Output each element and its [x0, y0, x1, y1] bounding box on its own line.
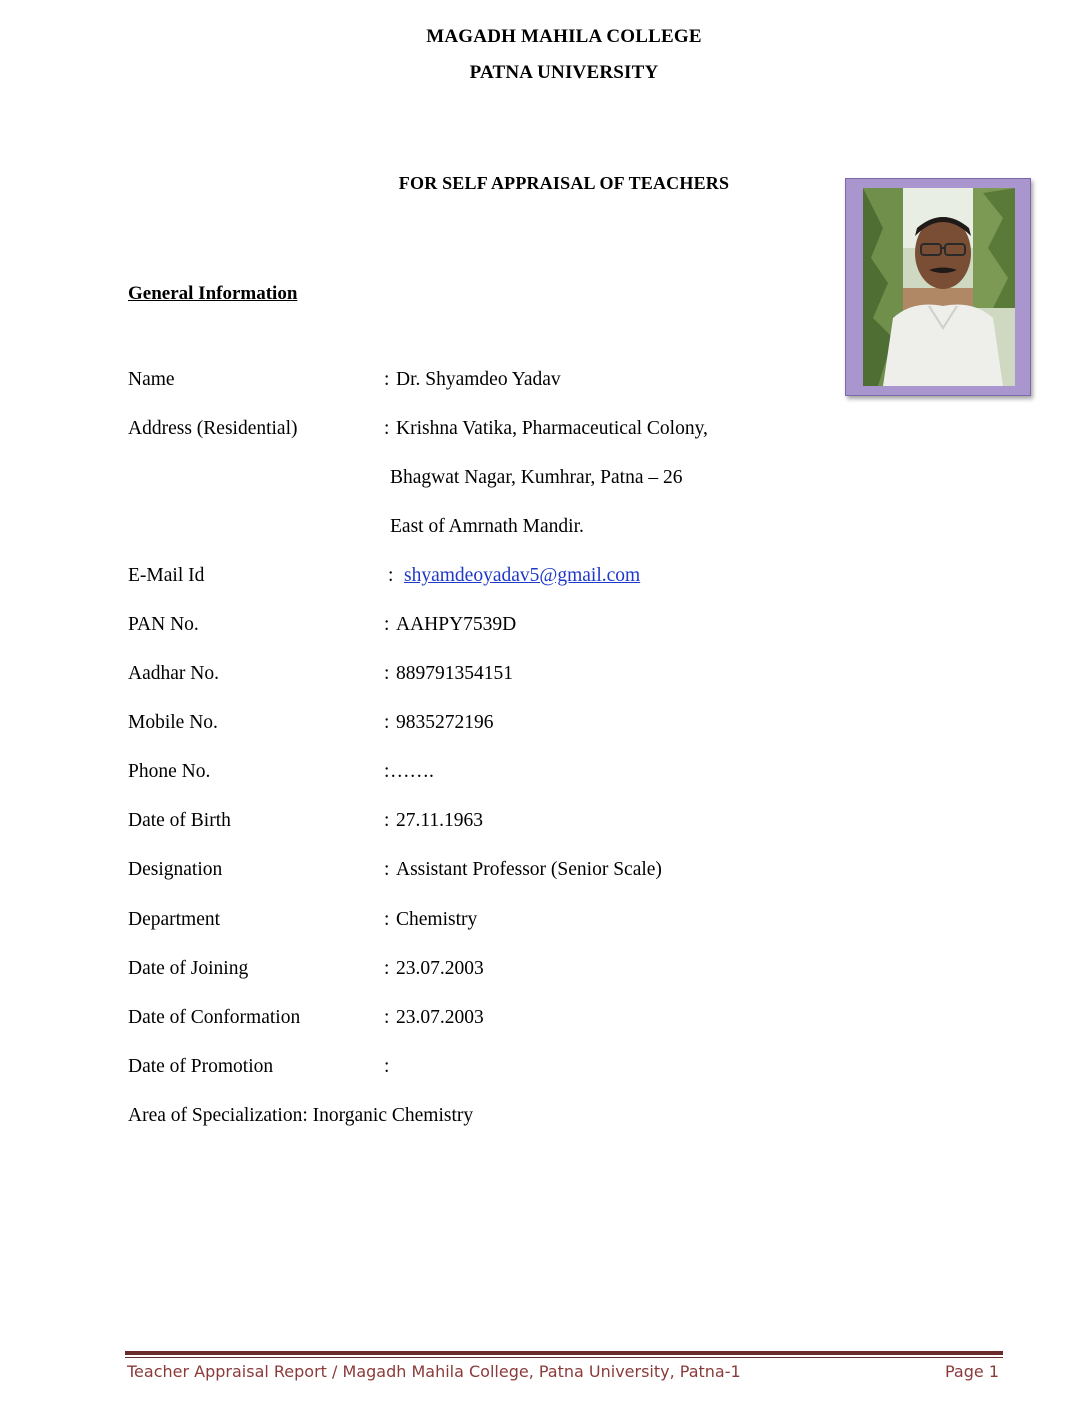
- university-name: PATNA UNIVERSITY: [469, 62, 659, 83]
- field-phone-value: …….: [390, 761, 434, 782]
- field-designation-label: Designation: [128, 859, 223, 880]
- field-promotion-colon: :: [384, 1056, 390, 1077]
- field-mobile-value: 9835272196: [396, 712, 494, 733]
- field-address-colon: :: [384, 418, 390, 439]
- field-designation-colon: :: [384, 859, 390, 880]
- field-confirmation-value: 23.07.2003: [396, 1007, 484, 1028]
- field-pan-label: PAN No.: [128, 614, 199, 635]
- field-joining-colon: :: [384, 958, 390, 979]
- field-promotion-label: Date of Promotion: [128, 1056, 274, 1077]
- field-address-line1: Krishna Vatika, Pharmaceutical Colony,: [396, 418, 708, 439]
- field-aadhar-value: 889791354151: [396, 663, 513, 684]
- field-pan-colon: :: [384, 614, 390, 635]
- field-department-value: Chemistry: [396, 909, 478, 930]
- field-mobile-label: Mobile No.: [128, 712, 218, 733]
- field-dob-value: 27.11.1963: [396, 810, 484, 831]
- field-address-line3: East of Amrnath Mandir.: [390, 516, 584, 537]
- field-address-line2: Bhagwat Nagar, Kumhrar, Patna – 26: [390, 467, 683, 488]
- profile-photo-image: [863, 188, 1015, 386]
- field-aadhar-label: Aadhar No.: [128, 663, 219, 684]
- section-heading-general-information: General Information: [128, 283, 298, 304]
- field-dob-label: Date of Birth: [128, 810, 231, 831]
- field-email-colon: :: [388, 565, 394, 586]
- page-number: Page 1: [945, 1362, 999, 1381]
- footer-divider: [125, 1351, 1003, 1355]
- field-department-colon: :: [384, 909, 390, 930]
- field-name-label: Name: [128, 369, 175, 390]
- field-address-label: Address (Residential): [128, 418, 298, 439]
- field-dob-colon: :: [384, 810, 390, 831]
- field-mobile-colon: :: [384, 712, 390, 733]
- field-specialization-value: Inorganic Chemistry: [312, 1105, 474, 1126]
- field-aadhar-colon: :: [384, 663, 390, 684]
- email-link[interactable]: shyamdeoyadav5@gmail.com: [404, 565, 641, 586]
- college-name: MAGADH MAHILA COLLEGE: [426, 26, 702, 47]
- field-specialization: [128, 1102, 473, 1130]
- field-specialization-colon: :: [302, 1105, 308, 1126]
- field-email-label: E-Mail Id: [128, 565, 205, 586]
- footer-text: Teacher Appraisal Report / Magadh Mahila College, Patna University, Patna-1: [127, 1362, 741, 1381]
- field-phone-colon: :: [384, 761, 390, 782]
- profile-photo: [845, 178, 1031, 396]
- footer-divider-thin: [125, 1357, 1003, 1358]
- field-department-label: Department: [128, 909, 221, 930]
- field-confirmation-colon: :: [384, 1007, 390, 1028]
- field-name-colon: :: [384, 369, 390, 390]
- field-joining-label: Date of Joining: [128, 958, 249, 979]
- field-pan-value: AAHPY7539D: [396, 614, 517, 635]
- field-specialization-label: Area of Specialization: [128, 1105, 303, 1126]
- form-title: FOR SELF APPRAISAL OF TEACHERS: [398, 173, 730, 193]
- field-designation-value: Assistant Professor (Senior Scale): [396, 859, 662, 880]
- field-joining-value: 23.07.2003: [396, 958, 484, 979]
- field-phone-label: Phone No.: [128, 761, 211, 782]
- field-name-value: Dr. Shyamdeo Yadav: [396, 369, 561, 390]
- field-confirmation-label: Date of Conformation: [128, 1007, 301, 1028]
